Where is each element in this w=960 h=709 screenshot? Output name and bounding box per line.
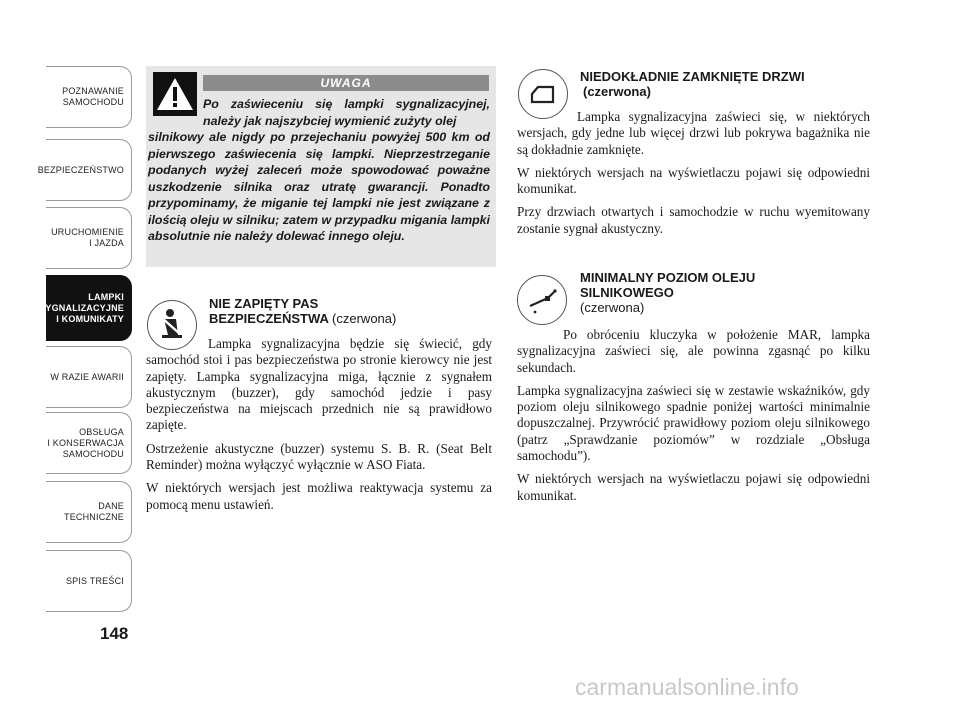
doors-p1: Lampka sygnalizacyjna zaświeci się, w niektórych wersjach, gdy jedne lub więcej drzwi lub pokrywa bagażnika nie są dokładnie zamknięte. <box>517 109 870 157</box>
oil-p3: W niektórych wersjach na wyświetlaczu pojawi się odpowiedni komunikat. <box>517 471 870 503</box>
seatbelt-p1: Lampka sygnalizacyjna będzie się świecić, gdy samochód stoi i pas bezpieczeństwa po stronie kierowcy nie jest zapięty. Lampka sygnalizacyjna miga, łącznie z sygnałem akustycznym (buzzer), gdy samochód jedzie i pasy bezpieczeństwa na miejscach przednich nie są prawidłowo zapięte. <box>146 336 492 433</box>
oil-p2: Lampka sygnalizacyjna zaświeci się w zestawie wskaźników, gdy poziom oleju silnikowego spadnie poniżej wartości minimalnie dopuszczalnej. Przywrócić prawidłowy poziom oleju silnikowego (patrz „Sprawdzanie poziomów” w rozdziale „Obsługa samochodu”). <box>517 382 870 464</box>
oil-title2: SILNIKOWEGO <box>580 285 674 300</box>
doors-title: NIEDOKŁADNIE ZAMKNIĘTE DRZWI <box>580 69 805 84</box>
oil-color: (czerwona) <box>580 300 645 315</box>
seatbelt-body <box>146 336 492 520</box>
oil-heading <box>580 270 755 315</box>
tab-uruchomienie[interactable]: URUCHOMIENIE I JAZDA <box>46 207 132 269</box>
oil-p1: Po obróceniu kluczyka w położenie MAR, lampka sygnalizacyjna zaświeci się, ale powinna zgasnąć po kilku sekundach. <box>517 327 870 375</box>
doors-p2: W niektórych wersjach na wyświetlaczu pojawi się odpowiedni komunikat. <box>517 164 870 197</box>
warning-header: UWAGA <box>203 75 489 91</box>
seatbelt-heading <box>209 296 396 326</box>
oil-title: MINIMALNY POZIOM OLEJU <box>580 270 756 285</box>
doors-p3: Przy drzwiach otwartych i samochodzie w ruchu wyemitowany zostanie sygnał akustyczny. <box>517 204 870 236</box>
warning-text-first: Po zaświeceniu się lampki sygnalizacyjnej, należy jak najszybciej wymienić zużyty olej <box>203 97 490 128</box>
tab-awarii[interactable]: W RAZIE AWARII <box>46 346 132 408</box>
watermark: carmanualsonline.info <box>575 674 799 700</box>
tab-lampki[interactable]: LAMPKI SYGNALIZACYJNE I KOMUNIKATY <box>46 275 132 341</box>
page-number: 148 <box>100 624 129 643</box>
warning-text-rest: silnikowy ale nigdy po przejechaniu powyżej 500 km od pierwszego zaświecenia się lampki. Nieprzestrzeganie podanych wyżej zaleceń może spowodować poważne uszkodzenie silnika oraz utratę gwarancji. Ponadto przypominamy, że miganie tej lampki nie jest związane z ilością oleju w silniku; zatem w przypadku migania lampki absolutnie nie należy dolewać innego oleju. <box>148 130 490 243</box>
tab-dane[interactable]: DANE TECHNICZNE <box>46 481 132 543</box>
seatbelt-title2: BEZPIECZEŃSTWA <box>209 311 329 326</box>
warning-text <box>148 96 490 245</box>
seatbelt-color: (czerwona) <box>332 311 397 326</box>
seatbelt-p2: Ostrzeżenie akustyczne (buzzer) systemu S. B. R. (Seat Belt Reminder) można wyłączyć wyłącznie w ASO Fiata. <box>146 440 492 473</box>
doors-color: (czerwona) <box>583 84 651 99</box>
tab-obsluga[interactable]: OBSŁUGA I KONSERWACJA SAMOCHODU <box>46 412 132 474</box>
oil-can-icon <box>517 275 567 325</box>
seatbelt-p3: W niektórych wersjach jest możliwa reaktywacja systemu za pomocą menu ustawień. <box>146 480 492 512</box>
tab-spis[interactable]: SPIS TREŚCI <box>46 550 132 612</box>
oil-body <box>517 327 870 511</box>
doors-body <box>517 109 870 244</box>
tab-bezpieczenstwo[interactable]: BEZPIECZEŃSTWO <box>46 139 132 201</box>
seatbelt-title: NIE ZAPIĘTY PAS <box>209 296 319 311</box>
tab-poznawanie[interactable]: POZNAWANIE SAMOCHODU <box>46 66 132 128</box>
doors-heading <box>580 69 805 99</box>
